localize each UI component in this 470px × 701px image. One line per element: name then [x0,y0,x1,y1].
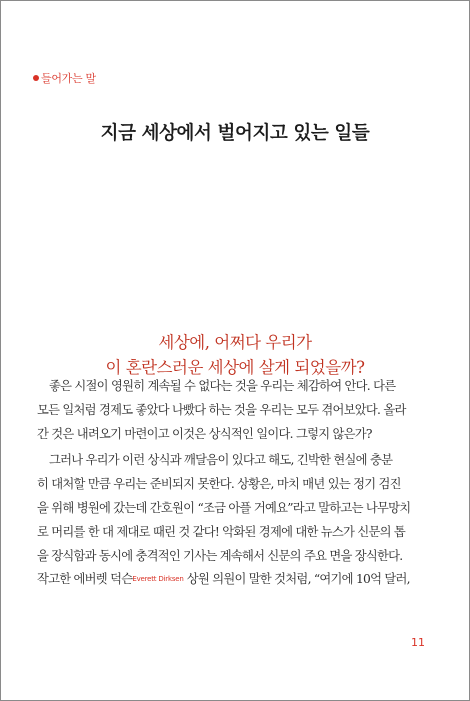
chapter-title: 지금 세상에서 벌어지고 있는 일들 [100,123,370,144]
subtitle-line-2: 이 혼란스러운 세상에 살게 되었을까? [105,358,365,377]
text-line: 로 머리를 한 대 제대로 때린 것 같다! 악화된 경제에 대한 뉴스가 신문의 톱 [37,524,405,539]
text-segment: 작고한 에버렛 덕슨 [37,572,133,587]
paragraph-1 [37,375,437,446]
chapter-subtitle [1,330,469,380]
text-line [37,568,437,592]
text-line: 히 대처할 만큼 우리는 준비되지 못한다. 상황은, 마치 매년 있는 정기 검진 [37,477,401,492]
text-line: 좋은 시절이 영원히 계속될 수 없다는 것을 우리는 체감하여 안다. 다른 [49,379,396,393]
text-line: 을 위해 병원에 갔는데 간호원이 “조금 아플 거예요”라고 말하고는 나무망치 [37,500,411,515]
body-text [37,375,437,592]
original-name-note: Everett Dirksen [132,575,184,584]
section-label [33,70,96,86]
section-label-text: 들어가는 말 [41,72,96,85]
text-line: 그러나 우리가 이런 상식과 깨달음이 있다고 해도, 긴박한 현실에 충분 [49,453,393,468]
text-segment: 상원 의원이 말한 것처럼, “여기에 10억 달러, [183,572,410,587]
bullet-dot-icon [33,75,39,81]
paragraph-2 [37,449,437,592]
text-line: 모든 일처럼 경제도 좋았다 나빴다 하는 것을 우리는 모두 겪어보았다. 올라 [37,402,406,417]
text-line: 간 것은 내려오기 마련이고 이것은 상식적인 일이다. 그렇지 않은가? [37,426,372,441]
page-number: 11 [411,636,425,649]
subtitle-line-1: 세상에, 어쩌다 우리가 [158,333,312,352]
text-line: 을 장식함과 동시에 충격적인 기사는 계속해서 신문의 주요 면을 장식한다. [37,548,403,563]
